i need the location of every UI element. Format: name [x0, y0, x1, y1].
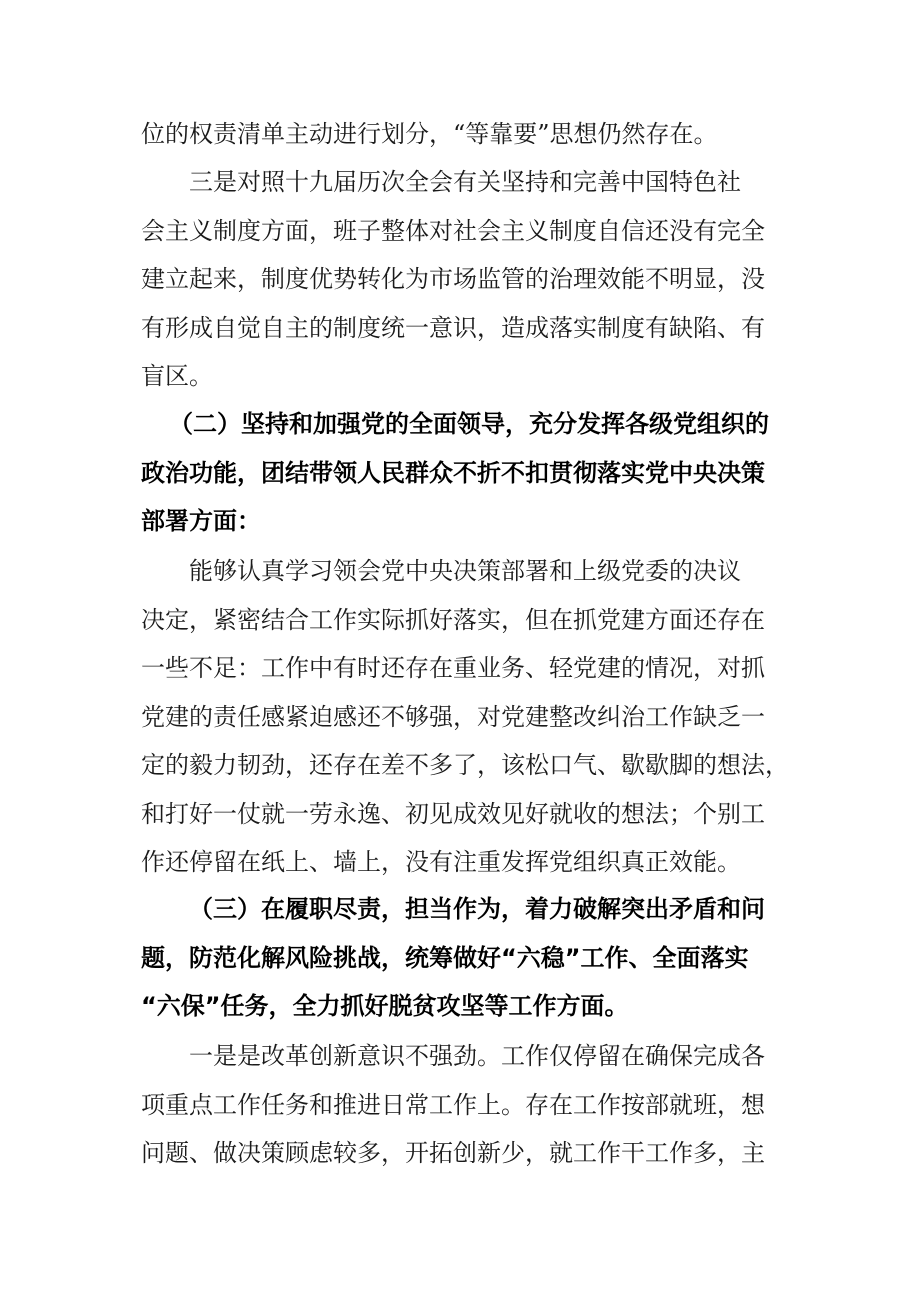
- paragraph-continued: [141, 110, 781, 159]
- text-line: 三是对照十九届历次全会有关坚持和完善中国特色社: [189, 168, 741, 196]
- section-heading-3: [141, 885, 781, 1031]
- text-line: 决定，紧密结合工作实际抓好落实，但在抓党建方面还存在: [141, 605, 765, 634]
- heading-line: 政治功能，团结带领人民群众不折不扣贯彻落实党中央决策: [141, 458, 765, 487]
- text-line: 位的权责清单主动进行划分，“等靠要”思想仍然存在。: [141, 120, 718, 148]
- text-line: 问题、做决策顾虑较多，开拓创新少，就工作干工作多，主: [141, 1139, 765, 1167]
- text-line: 一是是改革创新意识不强劲。工作仅停留在确保完成各: [189, 1042, 765, 1070]
- text-line: 一些不足：工作中有时还存在重业务、轻党建的情况，对抓: [141, 654, 765, 682]
- paragraph-party-building: [141, 547, 789, 887]
- text-line: 会主义制度方面，班子整体对社会主义制度自信还没有完全: [141, 216, 765, 245]
- paragraph-item-one: [141, 1032, 781, 1178]
- paragraph-item-three: [141, 158, 781, 401]
- text-line: 能够认真学习领会党中央决策部署和上级党委的决议: [189, 557, 741, 585]
- text-line: 有形成自觉自主的制度统一意识，造成落实制度有缺陷、有: [141, 313, 765, 342]
- section-heading-2: [141, 400, 781, 546]
- text-line: 项重点工作任务和推进日常工作上。存在工作按部就班，想: [141, 1090, 765, 1119]
- text-line: 作还停留在纸上、墙上，没有注重发挥党组织真正效能。: [141, 848, 741, 876]
- heading-line: “六保”任务，全力抓好脱贫攻坚等工作方面。: [141, 992, 629, 1020]
- heading-line: 题，防范化解风险挑战，统筹做好“六稳”工作、全面落实: [141, 943, 749, 972]
- text-line: 盲区。: [141, 362, 213, 390]
- text-line: 定的毅力韧劲，还存在差不多了，该松口气、歇歇脚的想法，: [141, 751, 789, 779]
- text-line: 党建的责任感紧迫感还不够强，对党建整改纠治工作缺乏一: [141, 702, 765, 731]
- heading-line: （二）坚持和加强党的全面领导，充分发挥各级党组织的: [169, 410, 769, 438]
- text-line: 和打好一仗就一劳永逸、初见成效见好就收的想法；个别工: [141, 799, 765, 828]
- text-line: 建立起来，制度优势转化为市场监管的治理效能不明显，没: [141, 265, 765, 293]
- heading-line: （三）在履职尽责，担当作为，着力破解突出矛盾和问: [189, 895, 765, 923]
- heading-line: 部署方面：: [141, 507, 261, 535]
